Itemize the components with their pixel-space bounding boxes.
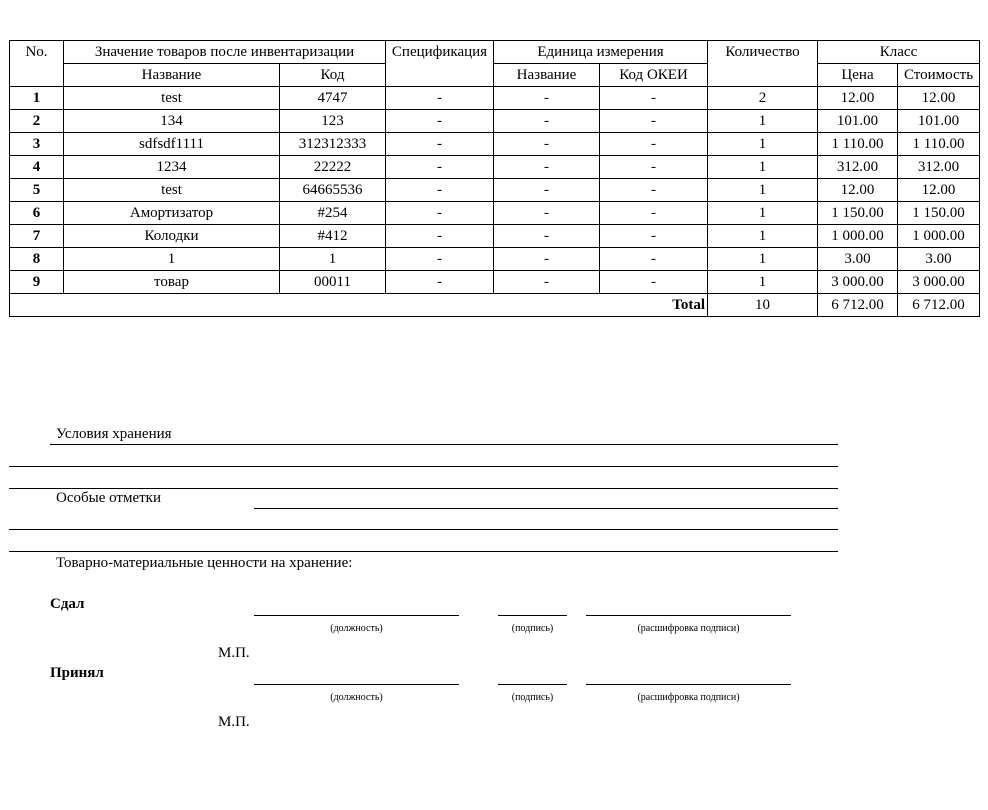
cell-spec: - (386, 202, 494, 225)
cell-unit: - (494, 248, 600, 271)
cell-cost: 3.00 (898, 248, 980, 271)
cell-price: 1 000.00 (818, 225, 898, 248)
table-row (10, 225, 980, 248)
cell-okei: - (600, 202, 708, 225)
cell-cost: 312.00 (898, 156, 980, 179)
signature-decode-caption: (расшифровка подписи) (637, 692, 740, 703)
cell-spec: - (386, 225, 494, 248)
storage-conditions-line (50, 444, 838, 445)
stamp-label: М.П. (218, 714, 250, 730)
cell-no: 3 (10, 133, 64, 156)
cell-code: 00011 (280, 271, 386, 294)
cell-cost: 12.00 (898, 87, 980, 110)
cell-no: 5 (10, 179, 64, 202)
cell-no: 6 (10, 202, 64, 225)
cell-okei: - (600, 87, 708, 110)
cell-okei: - (600, 271, 708, 294)
cell-okei: - (600, 110, 708, 133)
cell-no: 7 (10, 225, 64, 248)
total-label: Total (10, 294, 708, 317)
cell-name: 1 (64, 248, 280, 271)
header-goods-group: Значение товаров после инвентаризации (64, 41, 386, 64)
handed-over-decode-line (586, 615, 791, 616)
cell-price: 101.00 (818, 110, 898, 133)
header-price: Цена (818, 64, 898, 87)
cell-okei: - (600, 225, 708, 248)
cell-unit: - (494, 133, 600, 156)
special-notes-line (254, 508, 838, 509)
cell-cost: 3 000.00 (898, 271, 980, 294)
cell-unit: - (494, 110, 600, 133)
cell-spec: - (386, 248, 494, 271)
cell-price: 312.00 (818, 156, 898, 179)
stamp-label: М.П. (218, 645, 250, 661)
cell-cost: 1 150.00 (898, 202, 980, 225)
header-no: No. (10, 41, 64, 87)
cell-no: 8 (10, 248, 64, 271)
cell-spec: - (386, 110, 494, 133)
cell-unit: - (494, 87, 600, 110)
cell-okei: - (600, 179, 708, 202)
cell-spec: - (386, 271, 494, 294)
cell-qty: 1 (708, 179, 818, 202)
cell-no: 4 (10, 156, 64, 179)
cell-no: 1 (10, 87, 64, 110)
total-cost: 6 712.00 (898, 294, 980, 317)
cell-qty: 2 (708, 87, 818, 110)
storage-conditions-label: Условия хранения (56, 426, 172, 442)
cell-name: 1234 (64, 156, 280, 179)
handed-over-signature-line (498, 615, 567, 616)
valuables-label: Товарно-материальные ценности на хранение: (56, 555, 353, 571)
cell-price: 3.00 (818, 248, 898, 271)
header-okei: Код ОКЕИ (600, 64, 708, 87)
blank-line (9, 488, 838, 489)
header-cost: Стоимость (898, 64, 980, 87)
header-spec: Спецификация (386, 41, 494, 87)
received-label: Принял (50, 665, 104, 681)
cell-unit: - (494, 179, 600, 202)
inventory-table (9, 40, 980, 317)
table-row (10, 179, 980, 202)
header-name: Название (64, 64, 280, 87)
cell-code: 4747 (280, 87, 386, 110)
cell-unit: - (494, 156, 600, 179)
total-price: 6 712.00 (818, 294, 898, 317)
cell-qty: 1 (708, 202, 818, 225)
signature-caption: (подпись) (511, 692, 554, 703)
cell-name: Колодки (64, 225, 280, 248)
cell-spec: - (386, 133, 494, 156)
received-position-line (254, 684, 459, 685)
cell-cost: 1 000.00 (898, 225, 980, 248)
table-row (10, 110, 980, 133)
cell-spec: - (386, 179, 494, 202)
position-caption: (должность) (330, 692, 383, 703)
table-row (10, 271, 980, 294)
cell-okei: - (600, 133, 708, 156)
cell-price: 12.00 (818, 179, 898, 202)
blank-line (9, 551, 838, 552)
cell-qty: 1 (708, 110, 818, 133)
received-signature-line (498, 684, 567, 685)
header-unit-group: Единица измерения (494, 41, 708, 64)
cell-cost: 1 110.00 (898, 133, 980, 156)
handed-over-label: Сдал (50, 596, 85, 612)
cell-cost: 12.00 (898, 179, 980, 202)
blank-line (9, 466, 838, 467)
cell-code: 22222 (280, 156, 386, 179)
table-row (10, 87, 980, 110)
header-quantity: Количество (708, 41, 818, 87)
cell-qty: 1 (708, 156, 818, 179)
table-row (10, 248, 980, 271)
cell-name: Амортизатор (64, 202, 280, 225)
special-notes-label: Особые отметки (56, 490, 161, 506)
total-row (10, 294, 980, 317)
cell-name: test (64, 87, 280, 110)
cell-name: товар (64, 271, 280, 294)
cell-unit: - (494, 271, 600, 294)
cell-name: 134 (64, 110, 280, 133)
cell-name: sdfsdf1111 (64, 133, 280, 156)
table-row (10, 156, 980, 179)
cell-qty: 1 (708, 248, 818, 271)
cell-qty: 1 (708, 271, 818, 294)
cell-unit: - (494, 225, 600, 248)
total-quantity: 10 (708, 294, 818, 317)
cell-price: 1 110.00 (818, 133, 898, 156)
cell-no: 9 (10, 271, 64, 294)
table-row (10, 202, 980, 225)
position-caption: (должность) (330, 623, 383, 634)
cell-code: #412 (280, 225, 386, 248)
cell-code: 123 (280, 110, 386, 133)
cell-price: 12.00 (818, 87, 898, 110)
cell-code: 312312333 (280, 133, 386, 156)
cell-code: #254 (280, 202, 386, 225)
cell-unit: - (494, 202, 600, 225)
header-unit-name: Название (494, 64, 600, 87)
cell-name: test (64, 179, 280, 202)
header-code: Код (280, 64, 386, 87)
cell-price: 1 150.00 (818, 202, 898, 225)
blank-line (9, 529, 838, 530)
cell-code: 64665536 (280, 179, 386, 202)
cell-spec: - (386, 87, 494, 110)
cell-price: 3 000.00 (818, 271, 898, 294)
cell-qty: 1 (708, 133, 818, 156)
cell-spec: - (386, 156, 494, 179)
received-decode-line (586, 684, 791, 685)
handed-over-position-line (254, 615, 459, 616)
signature-caption: (подпись) (511, 623, 554, 634)
cell-qty: 1 (708, 225, 818, 248)
cell-cost: 101.00 (898, 110, 980, 133)
table-row (10, 133, 980, 156)
cell-okei: - (600, 156, 708, 179)
cell-okei: - (600, 248, 708, 271)
cell-no: 2 (10, 110, 64, 133)
signature-decode-caption: (расшифровка подписи) (637, 623, 740, 634)
cell-code: 1 (280, 248, 386, 271)
header-class-group: Класс (818, 41, 980, 64)
